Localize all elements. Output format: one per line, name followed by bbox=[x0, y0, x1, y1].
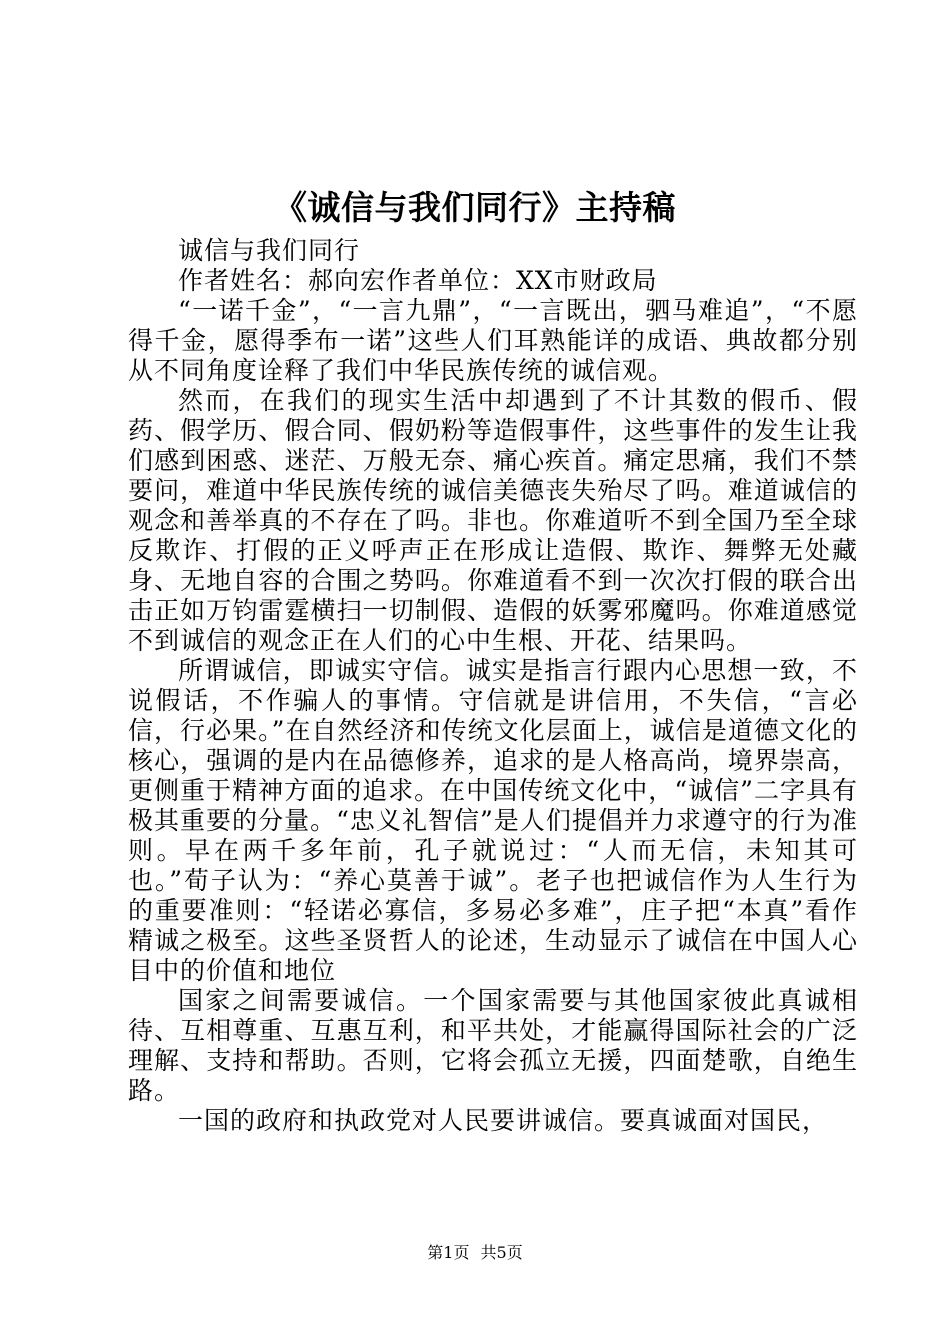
paragraph-nations: 国家之间需要诚信。一个国家需要与其他国家彼此真诚相待、互相尊重、互惠互利，和平共处，才能赢得国际社会的广泛理解、支持和帮助。否则，它将会孤立无援，四面楚歌，自绝生路。 bbox=[128, 986, 858, 1105]
document-body bbox=[128, 236, 858, 1136]
page-footer bbox=[0, 1242, 950, 1264]
paragraph-author: 作者姓名：郝向宏作者单位：XX市财政局 bbox=[178, 266, 658, 295]
paragraph-definition: 所谓诚信，即诚实守信。诚实是指言行跟内心思想一致，不说假话，不作骗人的事情。守信就是讲信用，不失信，“言必信，行必果。”在自然经济和传统文化层面上，诚信是道德文化的核心，强调的是内在品德修养，追求的是人格高尚，境界崇高，更侧重于精神方面的追求。在中国传统文化中，“诚信”二字具有极其重要的分量。“忠义礼智信”是人们提倡并力求遵守的行为准则。早在两千多年前，孔子就说过：“人而无信，未知其可也。”荀子认为：“养心莫善于诚”。老子也把诚信作为人生行为的重要准则：“轻诺必寡信，多易必多难”，庄子把“本真”看作精诚之极至。这些圣贤哲人的论述，生动显示了诚信在中国人心目中的价值和地位 bbox=[128, 656, 858, 985]
paragraph-idioms: “一诺千金”，“一言九鼎”，“一言既出，驷马难追”，“不愿得千金，愿得季布一诺”这些人们耳熟能详的成语、典故都分别从不同角度诠释了我们中华民族传统的诚信观。 bbox=[128, 296, 858, 385]
page-number: 第1页 bbox=[427, 1243, 470, 1262]
page-total: 共5页 bbox=[480, 1243, 523, 1262]
paragraph-subtitle: 诚信与我们同行 bbox=[178, 236, 361, 265]
paragraph-government: 一国的政府和执政党对人民要讲诚信。要真诚面对国民， bbox=[178, 1106, 829, 1135]
paragraph-counterfeits: 然而，在我们的现实生活中却遇到了不计其数的假币、假药、假学历、假合同、假奶粉等造假事件，这些事件的发生让我们感到困惑、迷茫、万般无奈、痛心疾首。痛定思痛，我们不禁要问，难道中华民族传统的诚信美德丧失殆尽了吗。难道诚信的观念和善举真的不存在了吗。非也。你难道听不到全国乃至全球反欺诈、打假的正义呼声正在形成让造假、欺诈、舞弊无处藏身、无地自容的合围之势吗。你难道看不到一次次打假的联合出击正如万钧雷霆横扫一切制假、造假的妖雾邪魔吗。你难道感觉不到诚信的观念正在人们的心中生根、开花、结果吗。 bbox=[128, 386, 858, 655]
document-title: 《诚信与我们同行》主持稿 bbox=[274, 188, 676, 227]
